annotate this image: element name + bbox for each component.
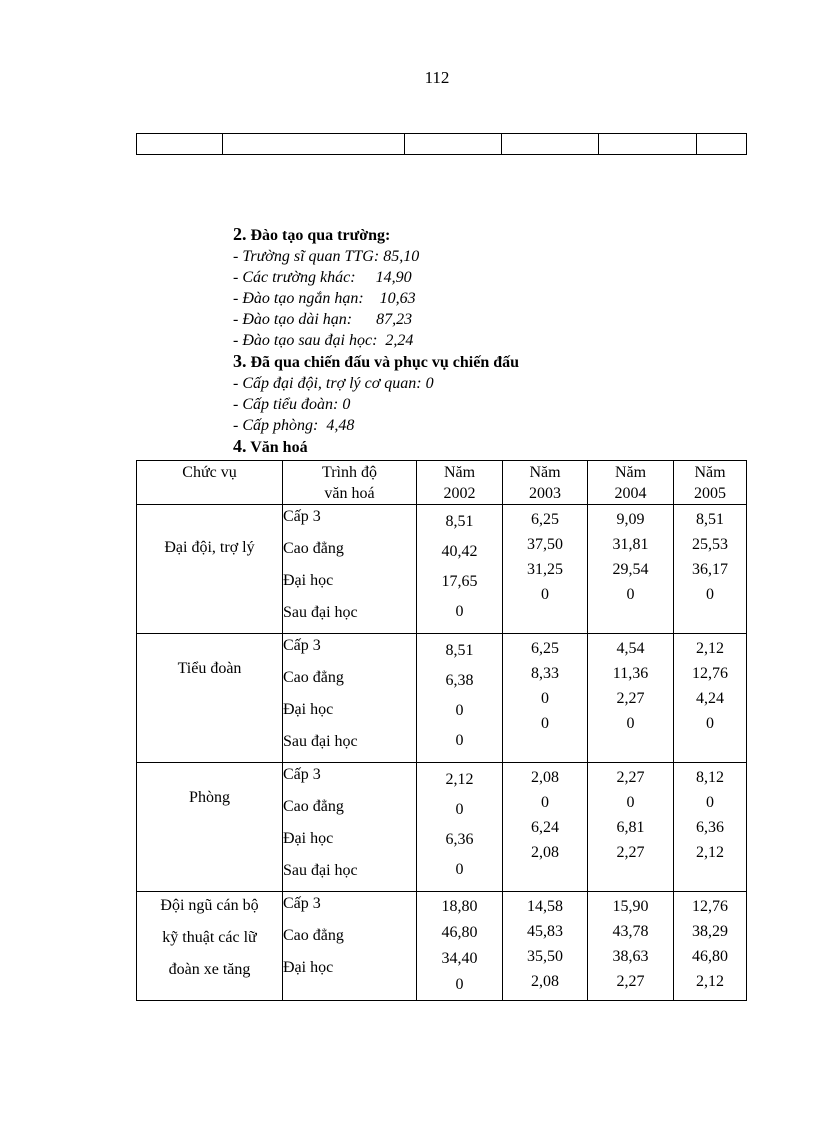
table-value: 0: [706, 586, 714, 603]
header-year-line1: Năm: [614, 464, 647, 481]
value-cell: [503, 763, 588, 892]
list-item: - Cấp đại đội, trợ lý cơ quan: 0: [233, 375, 434, 392]
section-4-heading: [233, 436, 519, 458]
value-cell: [674, 634, 747, 763]
table-value: 0: [541, 690, 549, 707]
section-3-heading: [233, 351, 519, 373]
table-value: 8,33: [531, 665, 559, 682]
value-cell: [588, 634, 674, 763]
table-value: 29,54: [612, 561, 649, 578]
table-value: 6,38: [445, 672, 474, 689]
level-cell: [283, 634, 417, 763]
table-value: 34,40: [441, 950, 478, 967]
level-label: Đại học: [283, 830, 334, 847]
table-row: [137, 134, 747, 155]
table-value: 2,27: [616, 844, 645, 861]
table-value: 31,81: [612, 536, 649, 553]
empty-table-fragment: [136, 133, 747, 155]
table-value: 4,54: [616, 640, 645, 657]
table-value: 8,51: [445, 642, 474, 659]
position-label: Phòng: [189, 789, 230, 806]
level-cell: [283, 892, 417, 1001]
table-value: 4,24: [696, 690, 724, 707]
table-value: 31,25: [527, 561, 563, 578]
table-value: 2,12: [696, 973, 724, 990]
section-number: 3.: [233, 351, 247, 371]
level-label: Cao đẳng: [283, 798, 344, 815]
section-number: 4.: [233, 436, 247, 456]
table-value: 15,90: [612, 898, 649, 915]
level-label: Cao đẳng: [283, 540, 344, 557]
value-cell: [503, 634, 588, 763]
table-value: 2,08: [531, 844, 559, 861]
table-value: 0: [455, 702, 464, 719]
section-title: Đã qua chiến đấu và phục vụ chiến đấu: [250, 354, 520, 371]
table-cell: [697, 134, 747, 155]
level-label: Đại học: [283, 959, 334, 976]
table-header-row: [137, 461, 747, 505]
table-value: 2,12: [696, 844, 724, 861]
table-value: 0: [455, 801, 464, 818]
table-value: 0: [626, 715, 635, 732]
table-value: 0: [541, 586, 549, 603]
value-cell: [503, 892, 588, 1001]
table-value: 46,80: [441, 924, 478, 941]
table-value: 0: [455, 976, 464, 993]
position-cell: [137, 892, 283, 1001]
header-year-2003: [503, 461, 588, 505]
value-cell: [588, 763, 674, 892]
table-value: 2,08: [531, 769, 559, 786]
section-title: Văn hoá: [250, 439, 308, 456]
header-level-line2: văn hoá: [324, 485, 375, 502]
level-label: Đại học: [283, 572, 334, 589]
table-value: 2,27: [616, 769, 645, 786]
table-value: 43,78: [612, 923, 649, 940]
table-cell: [137, 134, 223, 155]
table-row: [137, 892, 747, 1001]
level-label: Sau đại học: [283, 733, 358, 750]
value-cell: [674, 892, 747, 1001]
table-value: 9,09: [616, 511, 645, 528]
position-label: kỹ thuật các lữ: [162, 929, 257, 946]
table-value: 38,29: [692, 923, 728, 940]
header-position: [137, 461, 283, 505]
section-2-heading: [233, 224, 519, 246]
position-label: Đại đội, trợ lý: [164, 539, 255, 556]
level-cell: [283, 505, 417, 634]
table-value: 0: [455, 732, 464, 749]
value-cell: [674, 763, 747, 892]
table-value: 11,36: [612, 665, 649, 682]
table-value: 0: [455, 603, 464, 620]
table-value: 2,27: [616, 690, 645, 707]
table-cell: [599, 134, 697, 155]
table-value: 6,36: [696, 819, 724, 836]
table-value: 8,12: [696, 769, 724, 786]
level-label: Cấp 3: [283, 637, 321, 654]
header-year-2002: [417, 461, 503, 505]
education-table: [136, 460, 747, 1001]
section-title: Đào tạo qua trường:: [250, 227, 391, 244]
position-cell: [137, 505, 283, 634]
table-value: 6,24: [531, 819, 559, 836]
table-value: 18,80: [441, 898, 478, 915]
header-level-line1: Trình độ: [322, 464, 377, 481]
level-label: Cao đẳng: [283, 669, 344, 686]
table-cell: [405, 134, 502, 155]
header-year-2005: [674, 461, 747, 505]
header-year-line1: Năm: [694, 464, 726, 481]
table-value: 0: [706, 794, 714, 811]
level-label: Sau đại học: [283, 604, 358, 621]
header-year-line2: 2003: [529, 485, 561, 502]
position-label: Đội ngũ cán bộ: [160, 897, 259, 914]
header-year-line2: 2002: [443, 485, 476, 502]
table-value: 6,25: [531, 640, 559, 657]
header-year-line2: 2005: [694, 485, 726, 502]
table-value: 0: [455, 861, 464, 878]
list-item: - Đào tạo sau đại học: 2,24: [233, 332, 414, 349]
value-cell: [417, 892, 503, 1001]
table-value: 46,80: [692, 948, 728, 965]
header-year-line2: 2004: [614, 485, 647, 502]
table-value: 8,51: [696, 511, 724, 528]
table-cell: [223, 134, 405, 155]
table-value: 40,42: [441, 543, 478, 560]
level-label: Đại học: [283, 701, 334, 718]
table-row: [137, 505, 747, 634]
value-cell: [588, 505, 674, 634]
table-value: 12,76: [692, 898, 728, 915]
table-value: 0: [706, 715, 714, 732]
table-value: 2,12: [445, 771, 474, 788]
table-value: 37,50: [527, 536, 563, 553]
list-item: - Đào tạo dài hạn: 87,23: [233, 311, 413, 328]
header-level: [283, 461, 417, 505]
table-value: 17,65: [441, 573, 478, 590]
level-cell: [283, 763, 417, 892]
table-value: 38,63: [612, 948, 649, 965]
text-sections: [233, 224, 519, 458]
table-value: 0: [541, 715, 549, 732]
list-item: - Trường sĩ quan TTG: 85,10: [233, 248, 420, 265]
value-cell: [417, 505, 503, 634]
section-number: 2.: [233, 224, 247, 244]
header-year-line1: Năm: [443, 464, 476, 481]
table-value: 6,36: [445, 831, 474, 848]
table-cell: [502, 134, 599, 155]
list-item: - Đào tạo ngắn hạn: 10,63: [233, 290, 416, 307]
list-item: - Các trường khác: 14,90: [233, 269, 412, 286]
table-row: [137, 634, 747, 763]
level-label: Cấp 3: [283, 508, 321, 525]
position-label: đoàn xe tăng: [168, 961, 251, 978]
list-item: - Cấp tiểu đoàn: 0: [233, 396, 351, 413]
table-value: 35,50: [527, 948, 563, 965]
table-value: 12,76: [692, 665, 728, 682]
table-value: 6,81: [616, 819, 645, 836]
table-value: 2,12: [696, 640, 724, 657]
table-row: [137, 763, 747, 892]
level-label: Cao đẳng: [283, 927, 344, 944]
value-cell: [417, 763, 503, 892]
table-value: 0: [626, 794, 635, 811]
level-label: Cấp 3: [283, 766, 321, 783]
table-value: 6,25: [531, 511, 559, 528]
position-cell: [137, 634, 283, 763]
table-value: 2,08: [531, 973, 559, 990]
table-value: 36,17: [692, 561, 728, 578]
header-position-label: Chức vụ: [182, 464, 237, 481]
table-value: 14,58: [527, 898, 563, 915]
level-label: Cấp 3: [283, 895, 321, 912]
header-year-line1: Năm: [529, 464, 561, 481]
level-label: Sau đại học: [283, 862, 358, 879]
page-number: 112: [424, 68, 450, 87]
table-value: 8,51: [445, 513, 474, 530]
value-cell: [503, 505, 588, 634]
table-value: 25,53: [692, 536, 728, 553]
value-cell: [588, 892, 674, 1001]
position-cell: [137, 763, 283, 892]
table-value: 45,83: [527, 923, 563, 940]
value-cell: [674, 505, 747, 634]
list-item: - Cấp phòng: 4,48: [233, 417, 355, 434]
header-year-2004: [588, 461, 674, 505]
table-value: 0: [541, 794, 549, 811]
position-label: Tiểu đoàn: [177, 660, 242, 677]
value-cell: [417, 634, 503, 763]
table-value: 0: [626, 586, 635, 603]
table-value: 2,27: [616, 973, 645, 990]
